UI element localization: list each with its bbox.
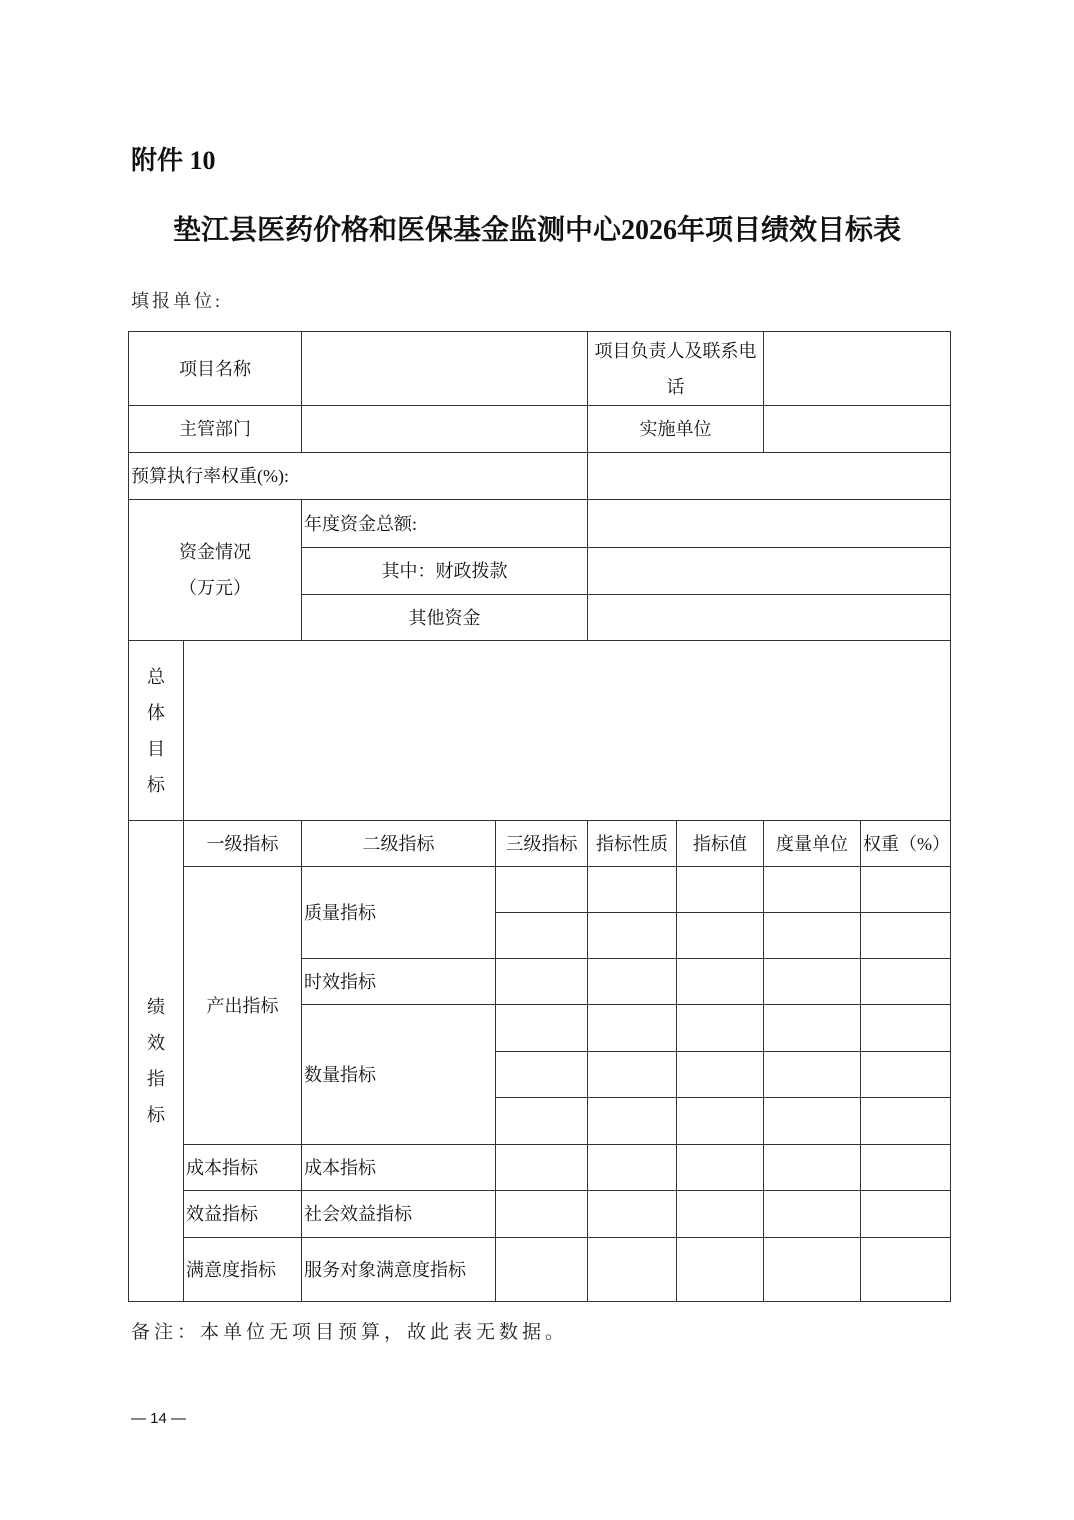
budget-weight-value[interactable] [588,453,951,500]
funds-label [129,500,302,641]
empty-cell[interactable] [861,1052,951,1098]
fiscal-label: 其中：财政拨款 [302,548,588,595]
overall-goal-label [129,641,184,821]
empty-cell[interactable] [677,1098,764,1145]
empty-cell[interactable] [496,1191,588,1238]
overall-goal-text: 总体目标 [146,666,165,795]
table-row [129,500,951,548]
dept-value[interactable] [302,406,588,453]
timeliness-indicator-label: 时效指标 [302,959,496,1005]
empty-cell[interactable] [677,1005,764,1052]
empty-cell[interactable] [588,1052,677,1098]
empty-cell[interactable] [496,1145,588,1191]
cost-indicator-l1: 成本指标 [184,1145,302,1191]
empty-cell[interactable] [588,1098,677,1145]
table-row [129,1191,951,1238]
project-leader-value[interactable] [764,332,951,406]
satisfaction-indicator-l2: 服务对象满意度指标 [302,1238,496,1302]
empty-cell[interactable] [764,959,861,1005]
performance-target-table [128,331,951,1302]
empty-cell[interactable] [677,1238,764,1302]
empty-cell[interactable] [861,1098,951,1145]
fill-unit-label: 填报单位: [131,291,224,311]
cost-indicator-l2: 成本指标 [302,1145,496,1191]
empty-cell[interactable] [764,867,861,913]
empty-cell[interactable] [861,1145,951,1191]
empty-cell[interactable] [861,959,951,1005]
column-header: 指标性质 [588,821,677,867]
empty-cell[interactable] [588,1005,677,1052]
empty-cell[interactable] [588,959,677,1005]
column-header: 三级指标 [496,821,588,867]
empty-cell[interactable] [677,1052,764,1098]
table-row [129,453,951,500]
impl-unit-label: 实施单位 [588,406,764,453]
table-row [129,1238,951,1302]
empty-cell[interactable] [764,1191,861,1238]
other-funds-value[interactable] [588,595,951,641]
empty-cell[interactable] [764,913,861,959]
table-row [129,641,951,821]
empty-cell[interactable] [496,1098,588,1145]
empty-cell[interactable] [496,959,588,1005]
empty-cell[interactable] [496,867,588,913]
table-row [129,406,951,453]
project-name-label: 项目名称 [129,332,302,406]
empty-cell[interactable] [677,959,764,1005]
note: 备注：本单位无项目预算，故此表无数据。 [131,1322,569,1343]
page-number: — 14 — [131,1410,187,1427]
perf-indicators-text: 绩效指标 [146,997,165,1125]
budget-weight-label: 预算执行率权重(%): [129,453,588,500]
empty-cell[interactable] [496,1005,588,1052]
column-header: 权重（%） [861,821,951,867]
empty-cell[interactable] [496,913,588,959]
empty-cell[interactable] [588,913,677,959]
annual-total-value[interactable] [588,500,951,548]
attachment-label: 附件 10 [131,146,216,175]
empty-cell[interactable] [588,867,677,913]
empty-cell[interactable] [861,1238,951,1302]
funds-label-text: 资金情况（万元） [179,542,251,598]
table-row [129,867,951,913]
table-header-row [129,821,951,867]
quantity-indicator-label: 数量指标 [302,1005,496,1145]
benefit-indicator-l2: 社会效益指标 [302,1191,496,1238]
empty-cell[interactable] [764,1098,861,1145]
fiscal-value[interactable] [588,548,951,595]
dept-label: 主管部门 [129,406,302,453]
column-header: 二级指标 [302,821,496,867]
project-name-value[interactable] [302,332,588,406]
empty-cell[interactable] [764,1005,861,1052]
empty-cell[interactable] [677,867,764,913]
overall-goal-value[interactable] [184,641,951,821]
empty-cell[interactable] [861,1191,951,1238]
project-leader-label: 项目负责人及联系电话 [588,332,764,406]
empty-cell[interactable] [496,1238,588,1302]
perf-indicators-label [129,821,184,1302]
empty-cell[interactable] [588,1191,677,1238]
benefit-indicator-l1: 效益指标 [184,1191,302,1238]
empty-cell[interactable] [764,1052,861,1098]
empty-cell[interactable] [677,913,764,959]
empty-cell[interactable] [861,867,951,913]
empty-cell[interactable] [861,913,951,959]
empty-cell[interactable] [764,1238,861,1302]
page-title: 垫江县医药价格和医保基金监测中心2026年项目绩效目标表 [172,215,901,246]
annual-total-label: 年度资金总额: [302,500,588,548]
column-header: 度量单位 [764,821,861,867]
column-header: 一级指标 [184,821,302,867]
quality-indicator-label: 质量指标 [302,867,496,959]
empty-cell[interactable] [764,1145,861,1191]
satisfaction-indicator-l1: 满意度指标 [184,1238,302,1302]
column-header: 指标值 [677,821,764,867]
empty-cell[interactable] [677,1145,764,1191]
output-indicator-label: 产出指标 [184,867,302,1145]
table-row [129,1145,951,1191]
table-row [129,332,951,406]
empty-cell[interactable] [861,1005,951,1052]
empty-cell[interactable] [588,1145,677,1191]
empty-cell[interactable] [496,1052,588,1098]
other-funds-label: 其他资金 [302,595,588,641]
impl-unit-value[interactable] [764,406,951,453]
empty-cell[interactable] [677,1191,764,1238]
empty-cell[interactable] [588,1238,677,1302]
